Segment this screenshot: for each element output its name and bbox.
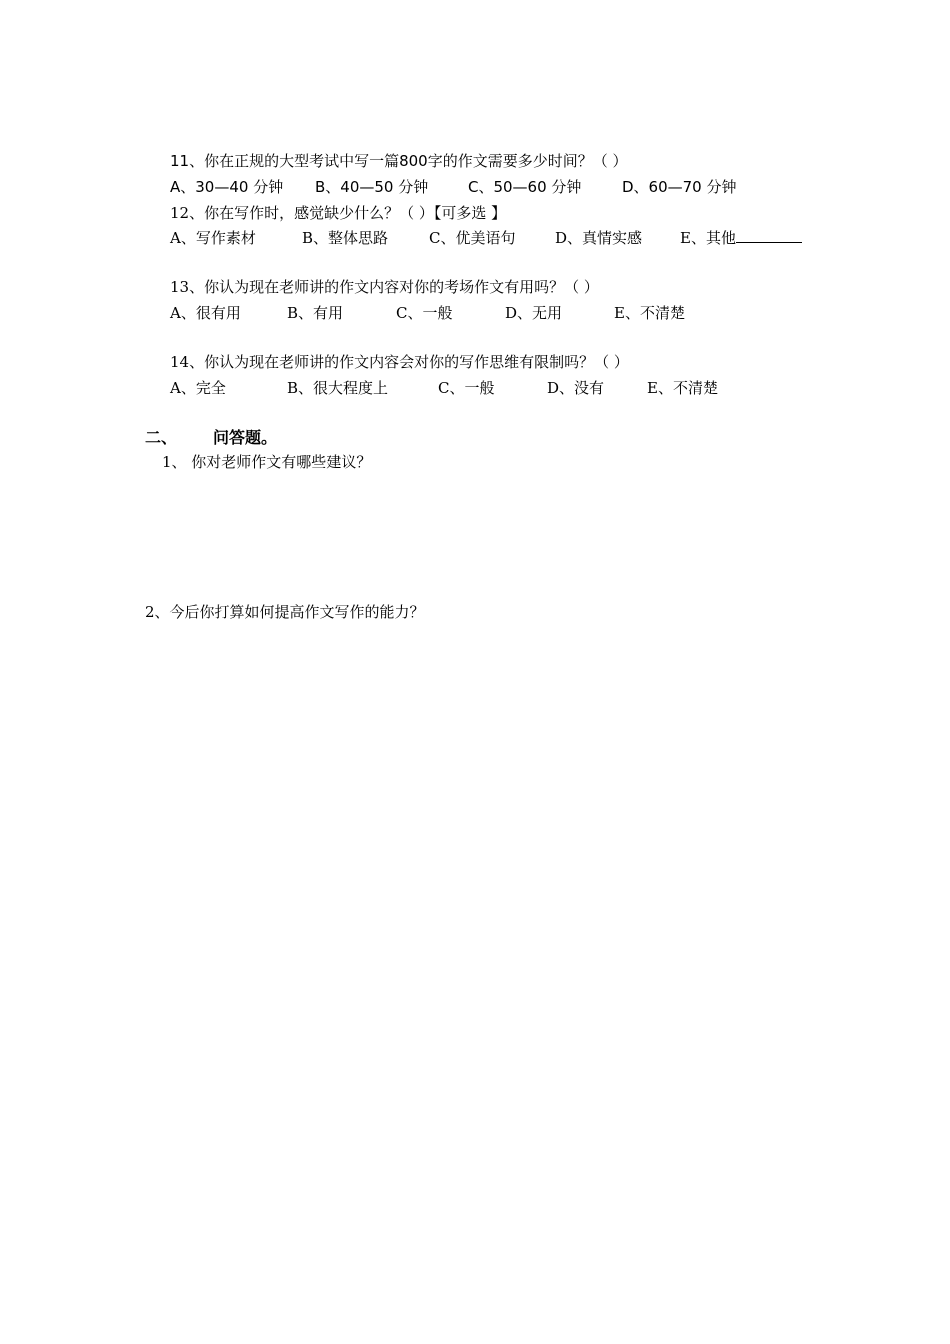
q12-question: 12、你在写作时，感觉缺少什么？（ ）【可多选 】: [170, 204, 507, 222]
q14-option-a: A、完全: [170, 379, 226, 397]
q12-option-e: [680, 228, 802, 248]
section-title: 问答题。: [213, 428, 278, 447]
q11-option-c: C、50—60 分钟: [468, 178, 582, 196]
q13-option-b: B、有用: [287, 304, 344, 322]
q12-option-a: A、写作素材: [170, 229, 256, 247]
q14-option-b: B、很大程度上: [287, 379, 389, 397]
q14-option-c: C、一般: [438, 379, 495, 397]
q14-option-d: D、没有: [547, 379, 605, 397]
fill-in-blank[interactable]: [736, 228, 802, 243]
q13-option-c: C、一般: [396, 304, 453, 322]
q14-option-e: E、不清楚: [647, 379, 718, 397]
q11-option-a: A、30—40 分钟: [170, 178, 284, 196]
q12-option-b: B、整体思路: [302, 229, 389, 247]
q11-option-d: D、60—70 分钟: [622, 178, 737, 196]
q13-option-a: A、很有用: [170, 304, 241, 322]
q12-option-e-label: E、其他: [680, 229, 736, 247]
q13-question: 13、你认为现在老师讲的作文内容对你的考场作文有用吗？（ ）: [170, 278, 599, 296]
q12-option-d: D、真情实感: [555, 229, 643, 247]
section-number: 二、: [145, 428, 178, 447]
q11-option-b: B、40—50 分钟: [315, 178, 429, 196]
q12-option-c: C、优美语句: [429, 229, 516, 247]
open-question-2: 2、今后你打算如何提高作文写作的能力？: [145, 603, 425, 621]
open-question-1: 1、 你对老师作文有哪些建议？: [162, 453, 372, 471]
q13-option-e: E、不清楚: [614, 304, 685, 322]
q11-question: 11、你在正规的大型考试中写一篇800字的作文需要多少时间？（ ）: [170, 152, 628, 170]
q13-option-d: D、无用: [505, 304, 563, 322]
q14-question: 14、你认为现在老师讲的作文内容会对你的写作思维有限制吗？（ ）: [170, 353, 629, 371]
